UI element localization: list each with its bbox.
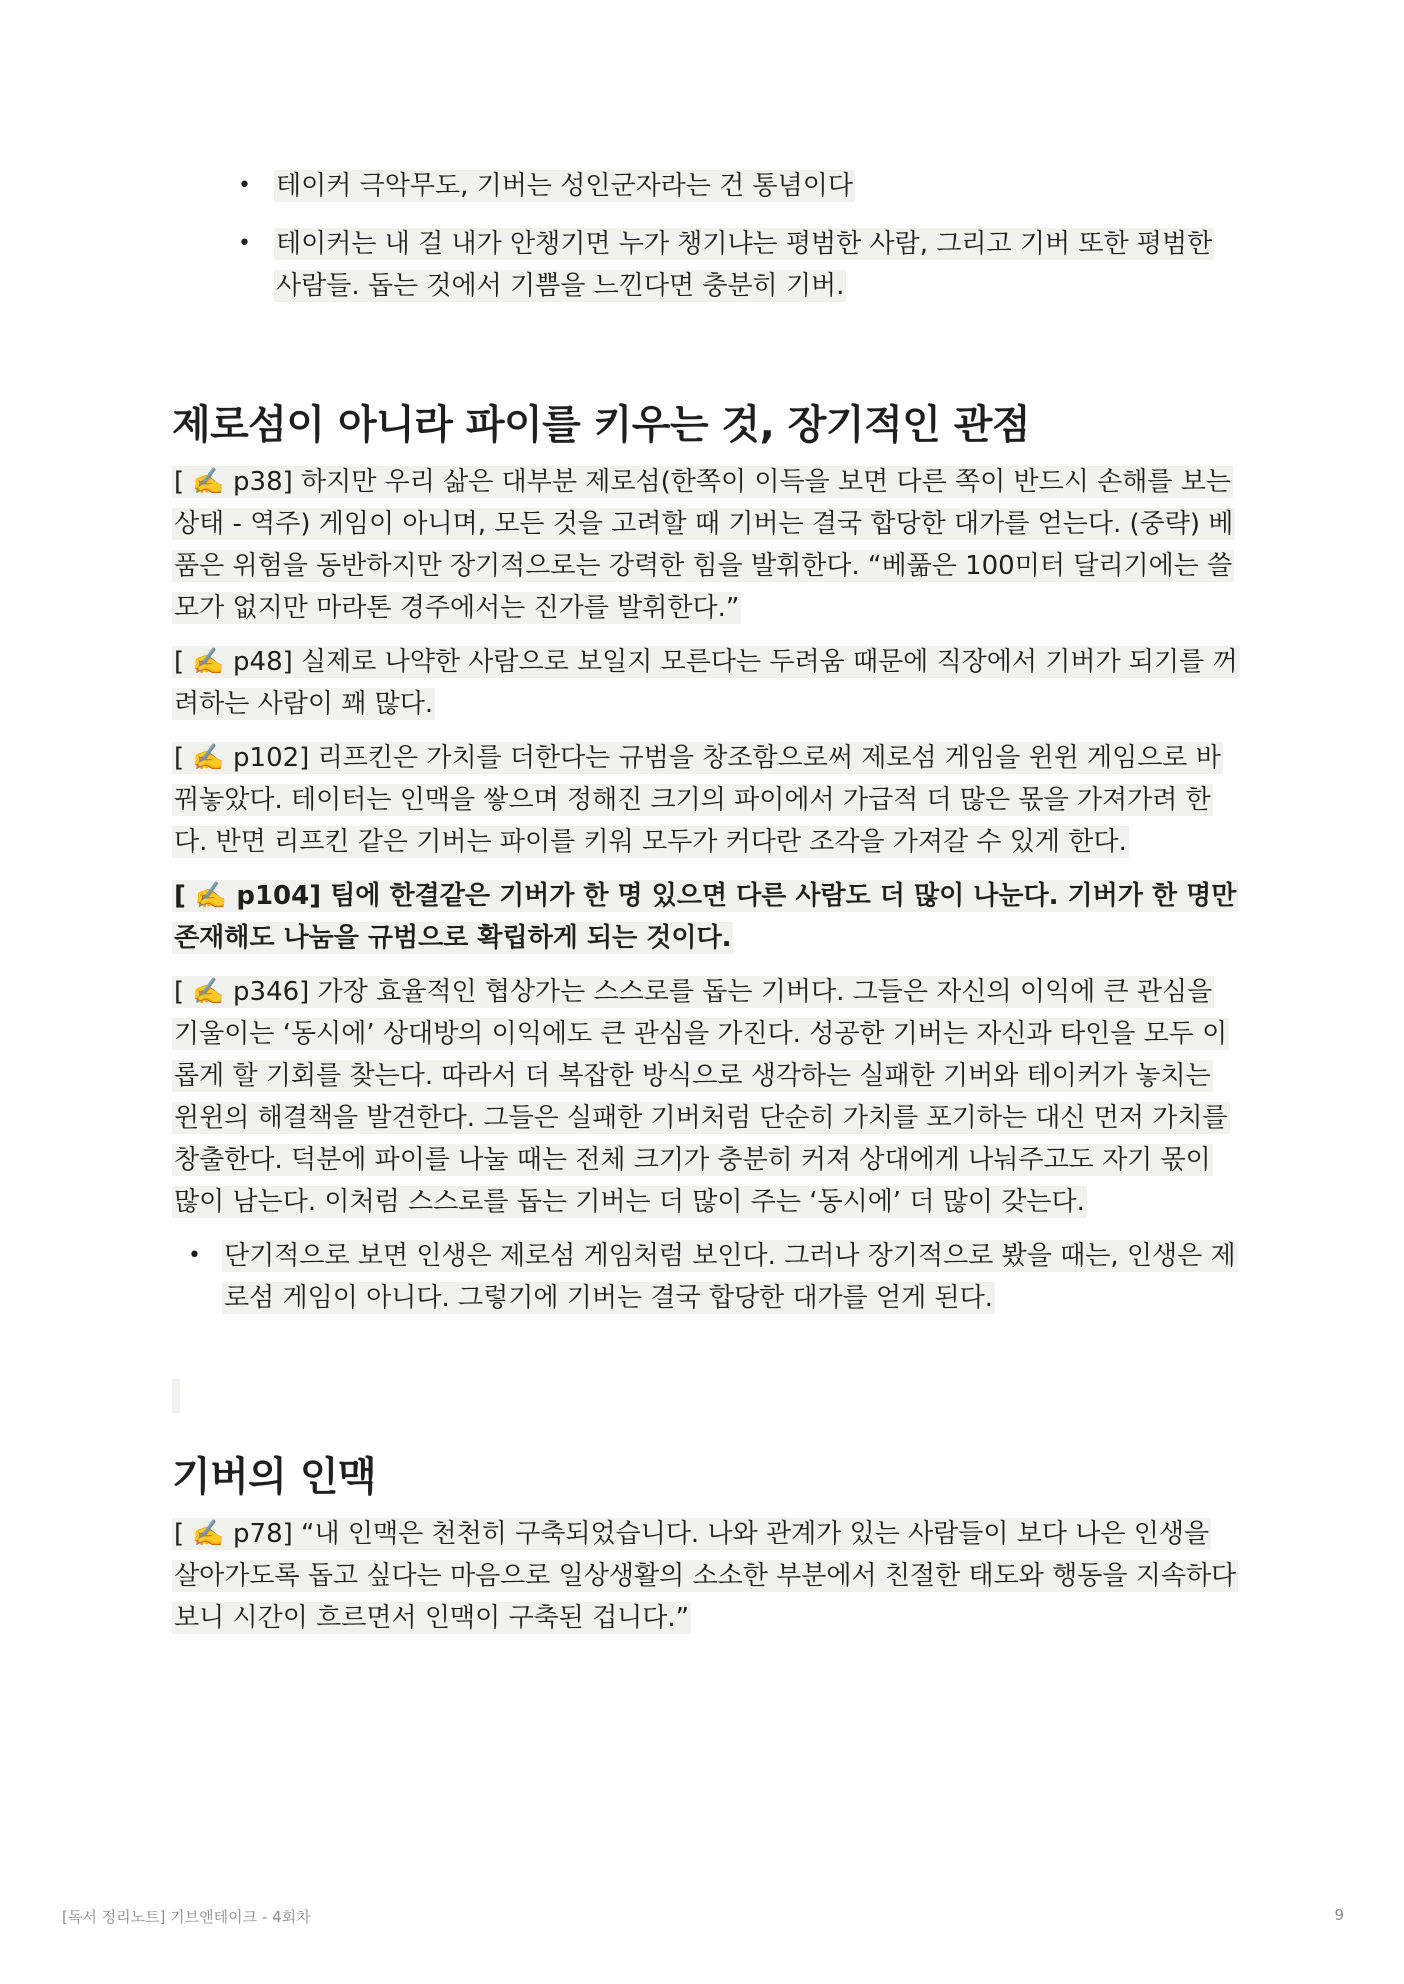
section-heading-network: 기버의 인맥 xyxy=(172,1454,377,1500)
quote-ref: [ ✍️ p346] xyxy=(174,977,310,1007)
quote-text: 팀에 한결같은 기버가 한 명 있으면 다른 사람도 더 많이 나눈다. 기버가 한 명만 존재해도 나눔을 규범으로 확립하게 되는 것이다. xyxy=(174,881,1237,953)
quote-text: 하지만 우리 삶은 대부분 제로섬(한쪽이 이득을 보면 다른 쪽이 반드시 손해를 보는 상태 - 역주) 게임이 아니며, 모든 것을 고려할 때 기버는 결국 합당한 대가를 얻는다. (중략) 베품은 위험을 동반하지만 장기적으로는 강력한 힘을 발휘한다. “베풂은 100미터 달리기에는 쓸모가 없지만 마라톤 경주에서는 진가를 발휘한다.” xyxy=(174,467,1234,623)
list-item xyxy=(172,165,1240,207)
quote-p104 xyxy=(172,875,1240,959)
empty-block xyxy=(172,1379,180,1413)
page-number: 9 xyxy=(1334,1906,1344,1924)
list-item xyxy=(172,223,1240,307)
quote-ref: [ ✍️ p102] xyxy=(174,743,310,773)
section1-bullet-list xyxy=(172,1235,1240,1319)
quote-ref: [ ✍️ p38] xyxy=(174,467,293,497)
quote-p102 xyxy=(172,737,1240,863)
quote-ref: [ ✍️ p78] xyxy=(174,1519,293,1549)
quote-text: 실제로 나약한 사람으로 보일지 모른다는 두려움 때문에 직장에서 기버가 되기를 꺼려하는 사람이 꽤 많다. xyxy=(174,647,1238,719)
bullet-text: 테이커 극악무도, 기버는 성인군자라는 건 통념이다 xyxy=(276,171,854,201)
quote-ref: [ ✍️ p48] xyxy=(174,647,293,677)
quote-text: 가장 효율적인 협상가는 스스로를 돕는 기버다. 그들은 자신의 이익에 큰 관심을 기울이는 ‘동시에’ 상대방의 이익에도 큰 관심을 가진다. 성공한 기버는 자신과 타인을 모두 이롭게 할 기회를 찾는다. 따라서 더 복잡한 방식으로 생각하는 실패한 기버와 테이커가 놓치는 윈윈의 해결책을 발견한다. 그들은 실패한 기버처럼 단순히 가치를 포기하는 대신 먼저 가치를 창출한다. 덕분에 파이를 나눌 때는 전체 크기가 충분히 커져 상대에게 나눠주고도 자기 몫이 많이 남는다. 이처럼 스스로를 돕는 기버는 더 많이 주는 ‘동시에’ 더 많이 갖는다. xyxy=(174,977,1228,1217)
list-item xyxy=(172,1235,1240,1319)
quote-p38 xyxy=(172,461,1240,629)
quote-text: 리프킨은 가치를 더한다는 규범을 창조함으로써 제로섬 게임을 윈윈 게임으로 바꿔놓았다. 테이터는 인맥을 쌓으며 정해진 크기의 파이에서 가급적 더 많은 몫을 가져가려 한다. 반면 리프킨 같은 기버는 파이를 키워 모두가 커다란 조각을 가져갈 수 있게 한다. xyxy=(174,743,1221,857)
quote-p346 xyxy=(172,971,1240,1223)
footer-title: [독서 정리노트] 기브앤테이크 - 4회차 xyxy=(62,1908,311,1926)
bullet-text: 단기적으로 보면 인생은 제로섬 게임처럼 보인다. 그러나 장기적으로 봤을 때는, 인생은 제로섬 게임이 아니다. 그렇기에 기버는 결국 합당한 대가를 얻게 된다. xyxy=(224,1241,1236,1313)
quote-ref: [ ✍️ p104] xyxy=(174,881,322,911)
quote-p48 xyxy=(172,641,1240,725)
bullet-text: 테이커는 내 걸 내가 안챙기면 누가 챙기냐는 평범한 사람, 그리고 기버 또한 평범한 사람들. 돕는 것에서 기쁨을 느낀다면 충분히 기버. xyxy=(276,229,1213,301)
quote-text: “내 인맥은 천천히 구축되었습니다. 나와 관계가 있는 사람들이 보다 나은 인생을 살아가도록 돕고 싶다는 마음으로 일상생활의 소소한 부분에서 친절한 태도와 행동을 지속하다 보니 시간이 흐르면서 인맥이 구축된 겁니다.” xyxy=(174,1519,1237,1633)
page-content xyxy=(172,165,1240,1651)
intro-bullet-list xyxy=(172,165,1240,307)
quote-p78 xyxy=(172,1513,1240,1639)
section-heading-zero-sum: 제로섬이 아니라 파이를 키우는 것, 장기적인 관점 xyxy=(172,402,1031,448)
